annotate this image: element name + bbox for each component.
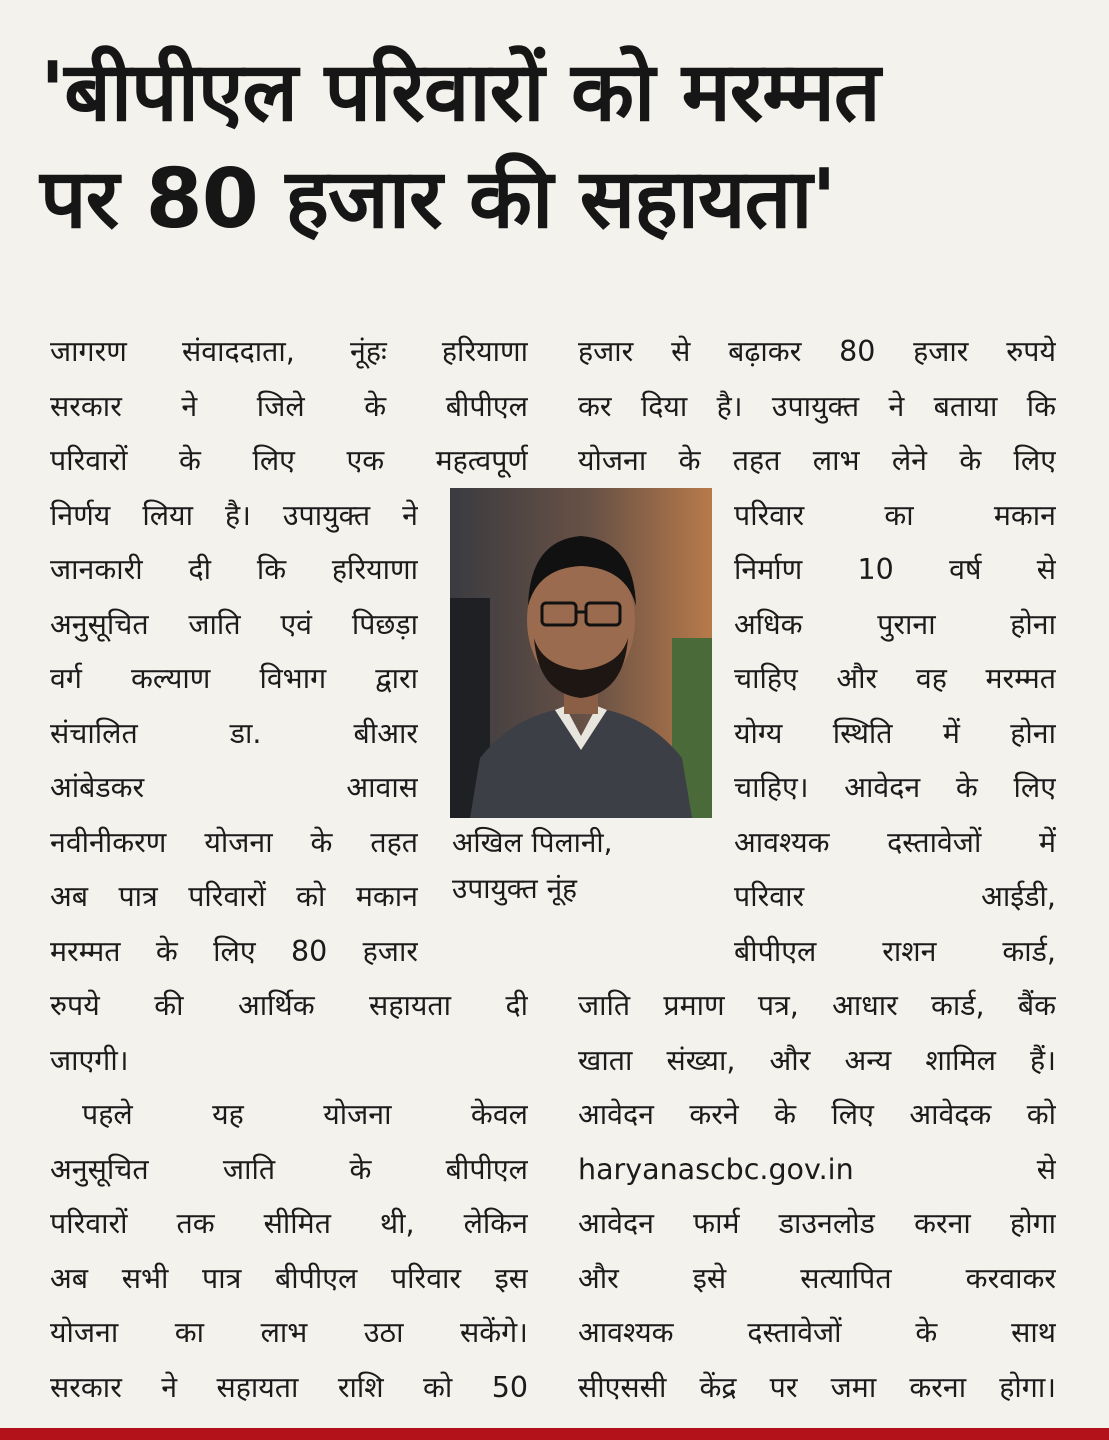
right-column-line: चाहिए और वह मरम्मत: [734, 662, 1056, 695]
right-column-line: haryanascbc.gov.in से: [578, 1152, 1056, 1186]
left-column-line: संचालित डा. बीआर: [50, 716, 418, 750]
left-column-line: अब पात्र परिवारों को मकान: [50, 880, 418, 913]
left-column-line: जानकारी दी कि हरियाणा: [50, 553, 418, 586]
left-column-line: नवीनीकरण योजना के तहत: [50, 825, 418, 859]
photo-caption: [452, 820, 702, 912]
caption-designation: उपायुक्त नूंह: [452, 872, 578, 905]
right-column-line: परिवार का मकान: [734, 498, 1056, 532]
right-column-line: चाहिए। आवेदन के लिए: [734, 771, 1056, 804]
left-column-line: मरम्मत के लिए 80 हजार: [50, 934, 418, 968]
left-column-line: पहले यह योजना केवल: [82, 1098, 528, 1131]
left-column-line: अनुसूचित जाति एवं पिछड़ा: [50, 607, 418, 641]
bottom-red-rule: [0, 1428, 1109, 1440]
right-column-line: आवश्यक दस्तावेजों के साथ: [578, 1316, 1056, 1349]
left-column-line: अनुसूचित जाति के बीपीएल: [50, 1152, 528, 1186]
left-column-line: अब सभी पात्र बीपीएल परिवार इस: [50, 1261, 528, 1295]
article-headline: [40, 40, 1080, 253]
right-column-line: सीएससी केंद्र पर जमा करना होगा।: [578, 1370, 1056, 1404]
right-column-line: हजार से बढ़ाकर 80 हजार रुपये: [578, 335, 1056, 368]
official-portrait-photo: [450, 488, 712, 818]
left-column-line: परिवारों के लिए एक महत्वपूर्ण: [50, 444, 528, 477]
left-column-line: आंबेडकर आवास: [50, 771, 418, 804]
left-column-line: सरकार ने जिले के बीपीएल: [50, 389, 528, 423]
right-column-line: निर्माण 10 वर्ष से: [734, 553, 1056, 586]
left-column-line: सरकार ने सहायता राशि को 50: [50, 1370, 528, 1404]
left-column-line: परिवारों तक सीमित थी, लेकिन: [50, 1207, 528, 1240]
left-column-line: जागरण संवाददाता, नूंहः हरियाणा: [50, 335, 528, 368]
left-column-line: वर्ग कल्याण विभाग द्वारा: [50, 662, 418, 695]
left-column-line: योजना का लाभ उठा सकेंगे।: [50, 1316, 528, 1349]
left-column-line: जाएगी।: [50, 1043, 129, 1077]
right-column-line: परिवार आईडी,: [734, 880, 1056, 913]
left-column-line: रुपये की आर्थिक सहायता दी: [50, 989, 528, 1022]
caption-name: अखिल पिलानी,: [452, 826, 613, 859]
right-column-line: खाता संख्या, और अन्य शामिल हैं।: [578, 1043, 1056, 1077]
right-column-line: योजना के तहत लाभ लेने के लिए: [578, 444, 1056, 477]
right-column-line: आवेदन फार्म डाउनलोड करना होगा: [578, 1207, 1056, 1240]
right-column-line: आवेदन करने के लिए आवेदक को: [578, 1098, 1056, 1131]
right-column-line: योग्य स्थिति में होना: [734, 716, 1056, 750]
left-column-line: निर्णय लिया है। उपायुक्त ने: [50, 498, 418, 532]
right-column-line: आवश्यक दस्तावेजों में: [734, 825, 1056, 859]
right-column-line: अधिक पुराना होना: [734, 607, 1056, 641]
headline-line-2: पर 80 हजार की सहायता': [40, 151, 836, 247]
headline-line-1: 'बीपीएल परिवारों को मरम्मत: [40, 45, 880, 140]
right-column-line: जाति प्रमाण पत्र, आधार कार्ड, बैंक: [578, 989, 1056, 1022]
right-column-line: बीपीएल राशन कार्ड,: [734, 934, 1056, 968]
right-column-line: कर दिया है। उपायुक्त ने बताया कि: [578, 389, 1056, 423]
portrait-illustration: [450, 488, 712, 818]
right-column-line: और इसे सत्यापित करवाकर: [578, 1261, 1056, 1295]
